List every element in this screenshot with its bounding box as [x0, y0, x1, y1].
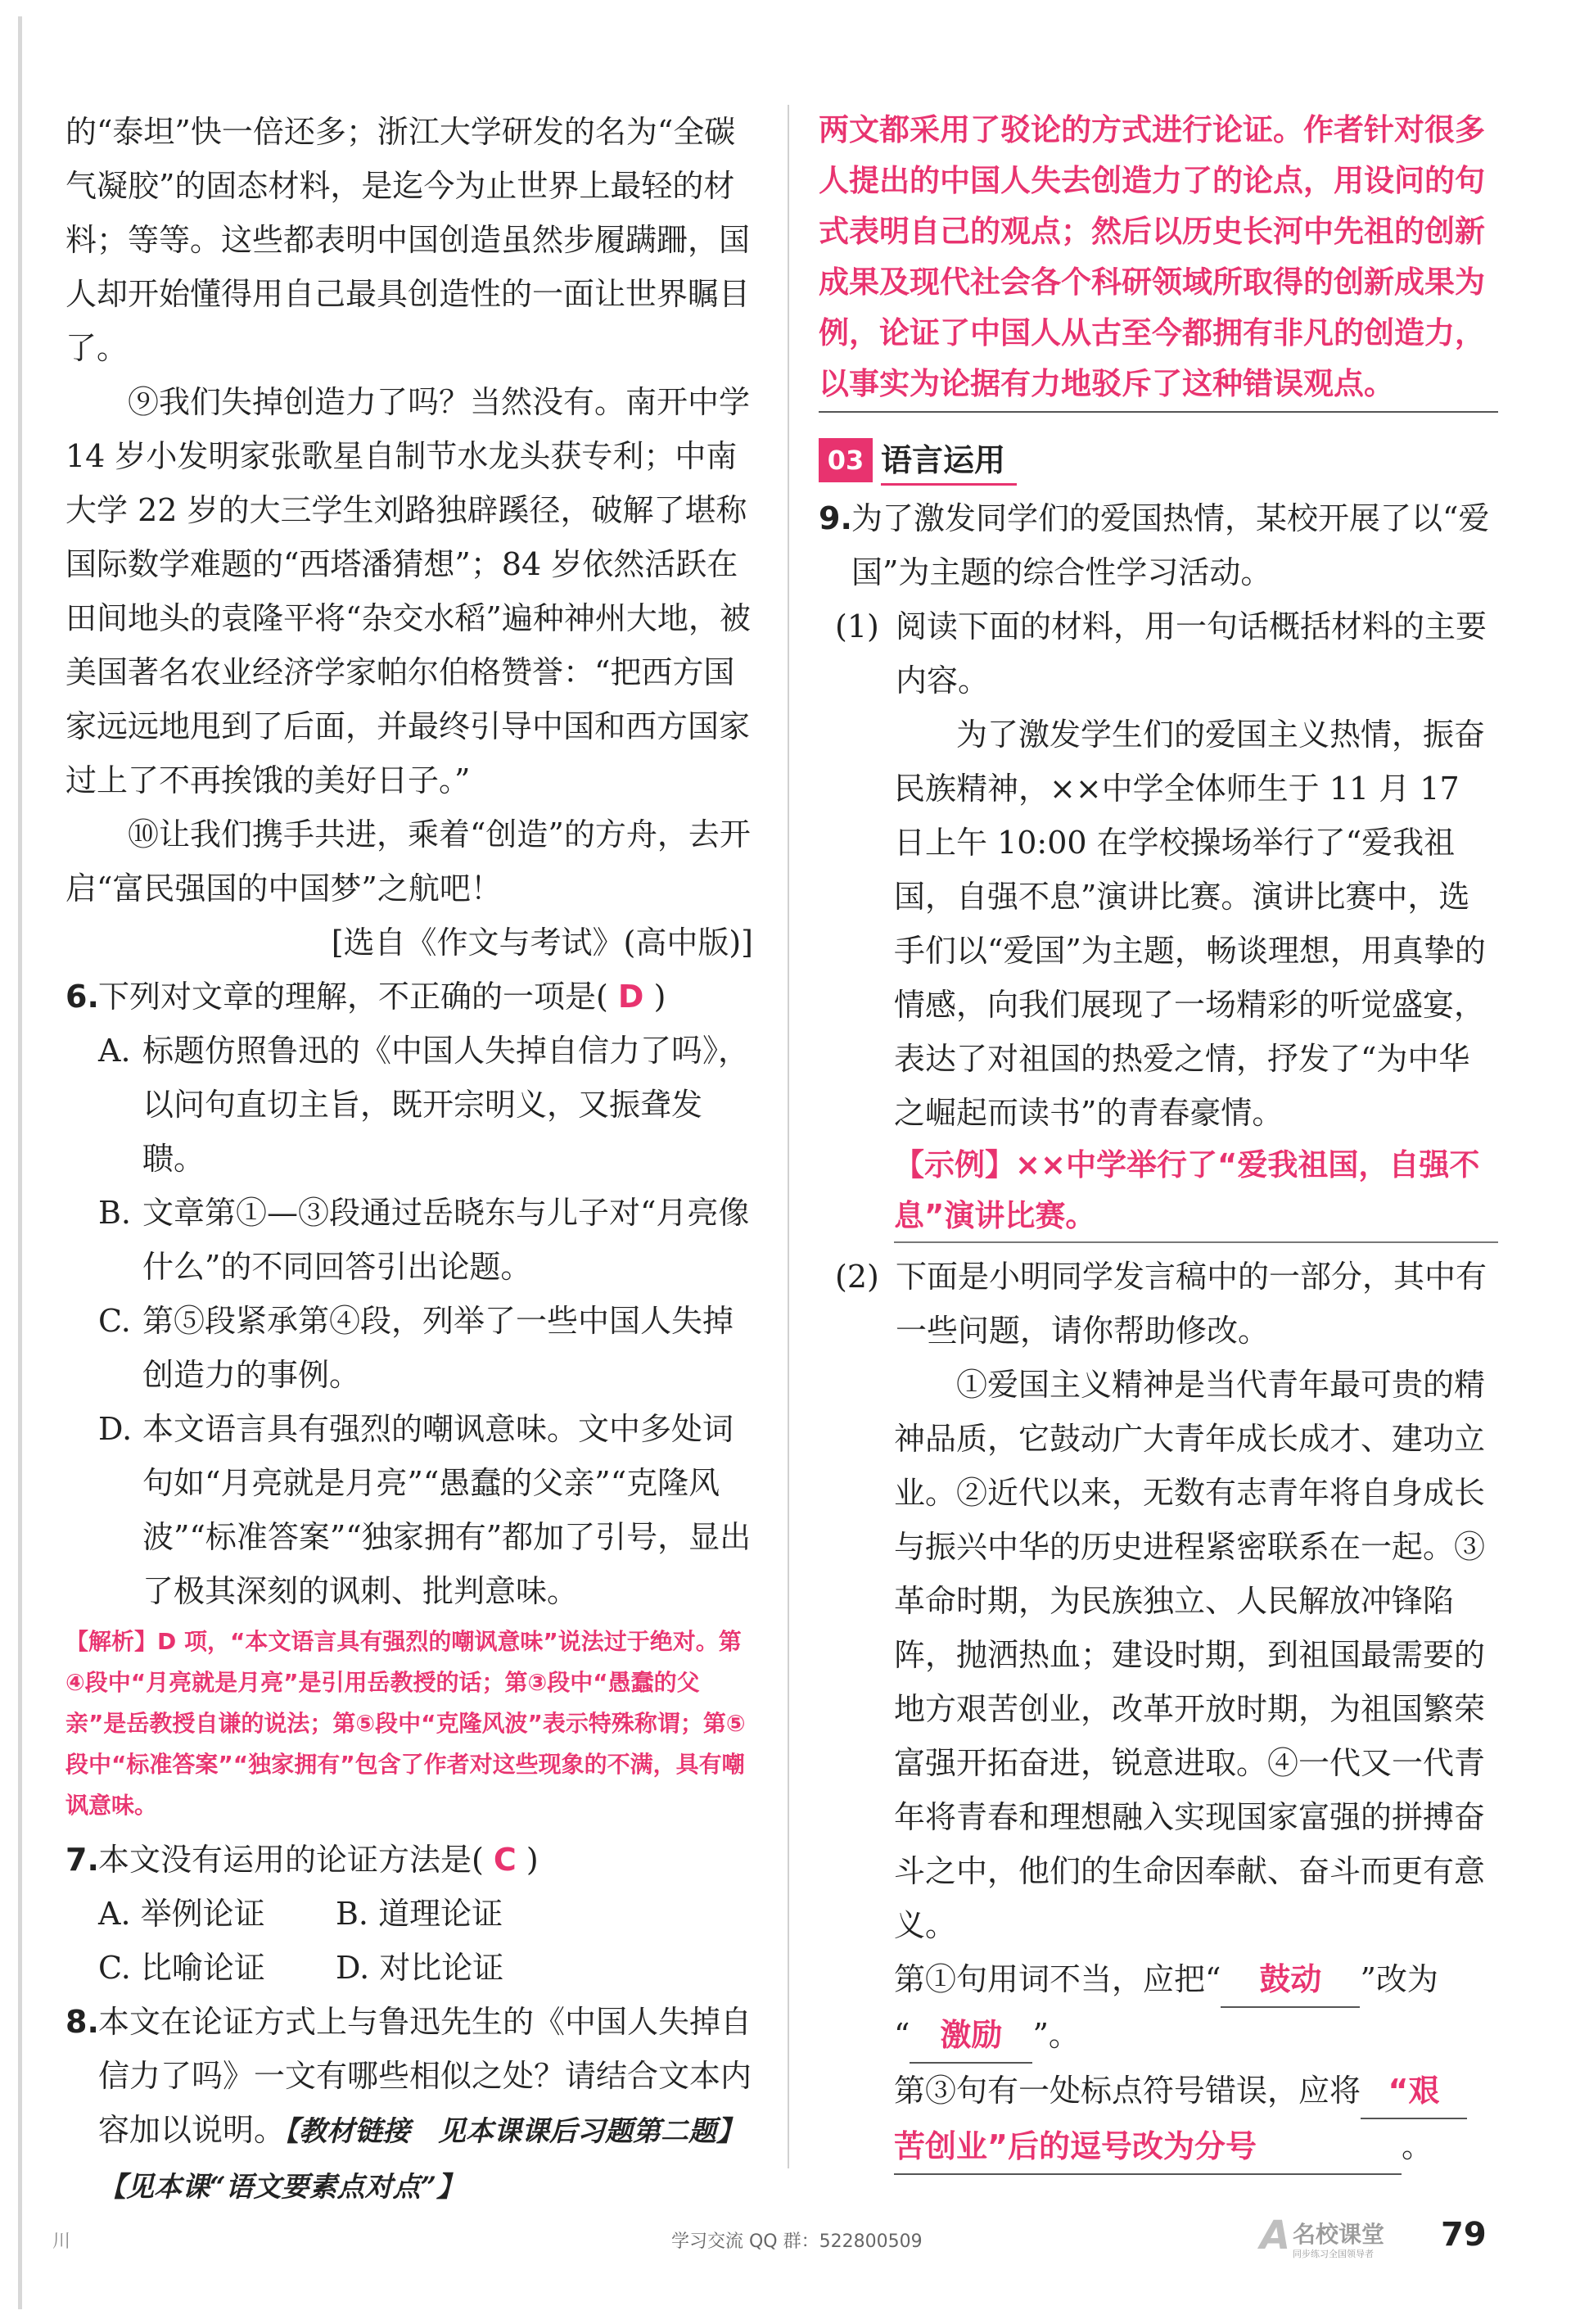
footer-qq-group: 学习交流 QQ 群：522800509: [671, 2231, 923, 2252]
sub-question-1: [819, 599, 1498, 708]
question-7: [65, 1833, 753, 1887]
fill-blank-3a: “艰: [1361, 2064, 1467, 2119]
question-number: 8.: [65, 2004, 99, 2040]
question-6: [65, 970, 753, 1024]
fill-blank-2: 激励: [910, 2008, 1032, 2064]
option-text: 本文语言具有强烈的嘲讽意味。文中多处词句如“月亮就是月亮”“愚蠢的父亲”“克隆风波”“标准答案”“独家拥有”都加了引号，显出了极其深刻的讽刺、批判意味。: [142, 1411, 752, 1609]
example-answer-box: [894, 1140, 1498, 1243]
option-d: [65, 1402, 753, 1618]
analysis-note: 【解析】D 项，“本文语言具有强烈的嘲讽意味”说法过于绝对。第④段中“月亮就是月亮”是引用岳教授的话；第③段中“愚蠢的父亲”是岳教授自谦的说法；第⑤段中“克隆风波”表示特殊称谓；第⑤段中“标准答案”“独家拥有”包含了作者对这些现象的不满，具有嘲讽意味。: [65, 1628, 746, 1819]
question-8: [65, 1995, 753, 2214]
column-divider: [788, 105, 789, 2168]
stem-close: ): [653, 979, 666, 1015]
example-answer: 【示例】××中学举行了“爱我祖国，自强不息”演讲比赛。: [894, 1147, 1480, 1233]
svg-text:A: A: [1260, 2213, 1291, 2258]
option-b: [65, 1186, 753, 1294]
option-text: 文章第①—③段通过岳晓东与儿子对“月亮像什么”的不同回答引出论题。: [142, 1195, 750, 1285]
section-header: [819, 434, 1498, 486]
answer-mark: C: [493, 1842, 517, 1878]
options-grid: [65, 1887, 753, 1995]
fill-prefix: 第③句有一处标点符号错误，应将: [894, 2073, 1361, 2109]
fill-end: 。: [1402, 2128, 1433, 2164]
binding-edge: [18, 16, 22, 2309]
question-9: [819, 491, 1498, 599]
fill-suffix: ”改为: [1360, 1961, 1438, 1997]
footer-mark: 川: [52, 2231, 71, 2252]
fill-prefix: 第①句用词不当，应把“: [894, 1961, 1221, 1997]
option-c: C. 比喻论证: [98, 1950, 265, 1986]
sub-number: (2): [835, 1259, 879, 1295]
textbook-reference: 【教材链接 见本课课后习题第二题】【见本课“语文要素点对点”】: [98, 2115, 745, 2204]
fill-prefix: “: [894, 2017, 910, 2053]
option-letter: D.: [98, 1411, 133, 1447]
question-number: 9.: [819, 500, 852, 536]
option-letter: B.: [98, 1195, 132, 1231]
answer-mark: D: [617, 979, 644, 1015]
option-letter: A.: [98, 1033, 131, 1069]
fill-line-3: [819, 2064, 1498, 2119]
question-stem-text: 下列对文章的理解，不正确的一项是(: [98, 979, 608, 1015]
option-text: 第⑤段紧承第④段，列举了一些中国人失掉创造力的事例。: [142, 1303, 734, 1393]
source-citation: [选自《作文与考试》(高中版)]: [331, 925, 753, 961]
option-letter: C.: [98, 1303, 131, 1339]
question-stem: [98, 970, 753, 1024]
fill-line-2: [819, 2008, 1498, 2064]
speech-draft: ①爱国主义精神是当代青年最可贵的精神品质，它鼓动广大青年成长成才、建功立业。②近代以来，无数有志青年将自身成长与振兴中华的历史进程紧密联系在一起。③革命时期，为民族独立、人民解放冲锋陷阵，抛洒热血；建设时期，到祖国最需要的地方艰苦创业，改革开放时期，为祖国繁荣富强开拓奋进，锐意进取。④一代又一代青年将青春和理想融入实现国家富强的拼搏奋斗之中，他们的生命因奉献、奋斗而更有意义。: [894, 1367, 1486, 1943]
section-badge: 03: [819, 438, 873, 482]
reading-material: 为了激发学生们的爱国主义热情，振奋民族精神，××中学全体师生于 11 月 17 日上午 10:00 在学校操场举行了“爱我祖国，自强不息”演讲比赛。演讲比赛中，选手们以“爱国”为主题，畅谈理想，用真挚的情感，向我们展现了一场精彩的听觉盛宴，表达了对祖国的热爱之情，抒发了“为中华之崛起而读书”的青春豪情。: [894, 717, 1486, 1131]
sub-stem: 阅读下面的材料，用一句话概括材料的主要内容。: [896, 608, 1487, 699]
logo-icon: [1257, 2211, 1429, 2262]
sub-number: (1): [835, 608, 879, 644]
question-stem-text: 本文没有运用的论证方法是(: [98, 1842, 484, 1878]
left-column: [65, 105, 753, 2214]
option-c: [65, 1294, 753, 1402]
page-footer: [0, 2211, 1589, 2268]
paragraph-continued: 的“泰坦”快一倍还多；浙江大学研发的名为“全碳气凝胶”的固态材料，是迄今为止世界上最轻的材料；等等。这些都表明中国创造虽然步履蹒跚，国人却开始懂得用自己最具创造性的一面让世界瞩目了。: [65, 114, 751, 366]
question-stem: [98, 1995, 753, 2214]
publisher-logo: [1257, 2211, 1429, 2262]
option-b: B. 道理论证: [336, 1896, 503, 1932]
option-a: [65, 1024, 753, 1186]
sub-question-2: [819, 1250, 1498, 1358]
paragraph-9: ⑨我们失掉创造力了吗？当然没有。南开中学 14 岁小发明家张歌星自制节水龙头获专利；中南大学 22 岁的大三学生刘路独辟蹊径，破解了堪称国际数学难题的“西塔潘猜想”；84 岁依然活跃在田间地头的袁隆平将“杂交水稻”遍种神州大地，被美国著名农业经济学家帕尔伯格赞誉：“把西方国家远远地甩到了后面，并最终引导中国和西方国家过上了不再挨饿的美好日子。”: [65, 384, 751, 798]
option-a: A. 举例论证: [98, 1896, 265, 1932]
fill-blank-3b: 苦创业”后的逗号改为分号: [894, 2119, 1402, 2175]
fill-line-1: [819, 1952, 1498, 2008]
question-stem: 为了激发同学们的爱国热情，某校开展了以“爱国”为主题的综合性学习活动。: [851, 500, 1490, 590]
question-stem-text: 本文在论证方式上与鲁迅先生的《中国人失掉自信力了吗》一文有哪些相似之处？请结合文本内容加以说明。: [98, 2004, 752, 2148]
fill-line-4: [819, 2119, 1498, 2175]
svg-text:同步练习全国领导者: 同步练习全国领导者: [1293, 2249, 1374, 2259]
question-number: 7.: [65, 1842, 99, 1878]
option-d: D. 对比论证: [336, 1950, 504, 1986]
svg-text:名校课堂: 名校课堂: [1293, 2221, 1385, 2248]
stem-close: ): [526, 1842, 539, 1878]
paragraph-10: ⑩让我们携手共进，乘着“创造”的方舟，去开启“富民强国的中国梦”之航吧！: [65, 816, 751, 907]
question-number: 6.: [65, 979, 99, 1015]
fill-blank-1: 鼓动: [1221, 1952, 1360, 2008]
q8-answer: 两文都采用了驳论的方式进行论证。作者针对很多人提出的中国人失去创造力了的论点，用设问的句式表明自己的观点；然后以历史长河中先祖的创新成果及现代社会各个科研领域所取得的创新成果为例，论证了中国人从古至今都拥有非凡的创造力，以事实为论据有力地驳斥了这种错误观点。: [819, 105, 1498, 413]
question-stem: [98, 1833, 753, 1887]
fill-suffix: ”。: [1032, 2017, 1080, 2053]
sub-stem: 下面是小明同学发言稿中的一部分，其中有一些问题，请你帮助修改。: [896, 1259, 1487, 1349]
page-number: 79: [1441, 2216, 1487, 2254]
right-column: [819, 105, 1498, 2175]
section-title: 语言运用: [881, 435, 1017, 486]
option-text: 标题仿照鲁迅的《中国人失掉自信力了吗》，以问句直切主旨，既开宗明义，又振聋发聩。: [142, 1033, 750, 1177]
